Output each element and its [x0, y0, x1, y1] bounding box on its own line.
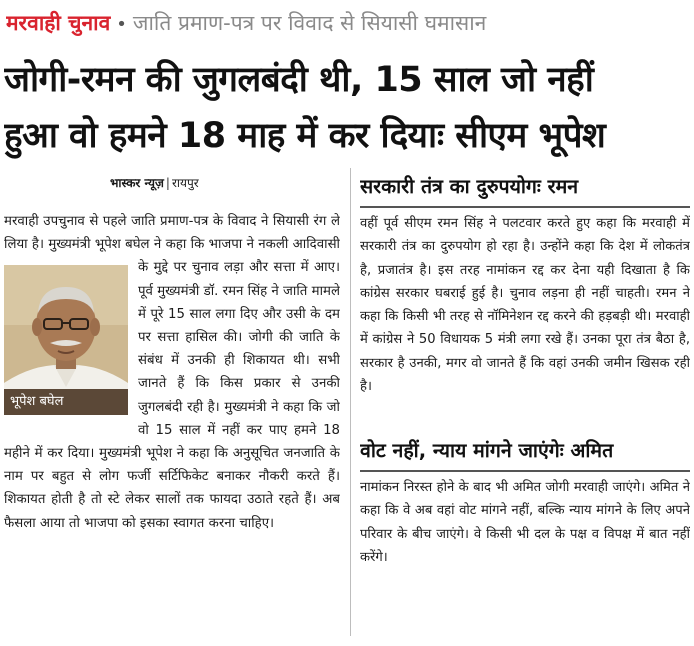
headline-line-1: जोगी-रमन की जुगलबंदी थी, 15 साल जो नहीं [4, 60, 594, 100]
byline-separator: | [165, 176, 170, 190]
kicker-label: मरवाही चुनाव [6, 11, 111, 35]
headline [4, 52, 690, 164]
byline-place: रायपुर [171, 176, 199, 190]
kicker-bullet: • [116, 14, 127, 35]
section-rule-amit [360, 470, 690, 472]
lead-paragraph-rest: चुनाव लड़ा और सत्ता में आए। पूर्व मुख्यमंत्री डॉ. रमन सिंह ने जाति मामले में पूरे 15 साल लगा दिए और उसी के दम पर सत्ता हासिल की। जोगी की जाति के संबंध में उनकी ही शिकायत थी। सभी जानते हैं कि किस प्रकार से उनकी जुगलबंदी रही है। मुख्यमंत्री ने कहा कि जो वो 15 साल में नहीं कर पाए हमने 18 महीने में कर दिया। मुख्यमंत्री भूपेश ने कहा कि अनुसूचित जनजाति के नाम पर बहुत से लोग फर्जी सर्टिफिकेट बनाकर नौकरी करते हैं। शिकायत होती है तो स्टे लेकर सालों तक फायदा उठाते रहते हैं। अब फैसला आया तो भाजपा को इसका स्वागत करना चाहिए। [4, 260, 340, 531]
portrait-photo [4, 265, 128, 415]
section-heading-amit: वोट नहीं, न्याय मांगने जाएंगेः अमित [360, 439, 614, 462]
section-heading-raman: सरकारी तंत्र का दुरुपयोगः रमन [360, 175, 579, 198]
section-rule-raman [360, 206, 690, 208]
lead-paragraph-start: मरवाही उपचुनाव से पहले जाति प्रमाण-पत्र के विवाद ने सियासी रंग ले लिया है। मुख्यमंत्री भूपेश बघेल ने कहा कि भाजपा ने नकली आदिवासी के मुद्दे पर [4, 214, 340, 276]
kicker-text: जाति प्रमाण-पत्र पर विवाद से सियासी घमासान [132, 11, 487, 35]
photo-caption: भूपेश बघेल [4, 389, 128, 415]
headline-line-2: हुआ वो हमने 18 माह में कर दियाः सीएम भूपेश [4, 116, 606, 156]
column-divider [350, 168, 351, 636]
byline-source: भास्कर न्यूज़ [110, 176, 164, 190]
kicker-line [6, 6, 690, 40]
section-body-amit: नामांकन निरस्त होने के बाद भी अमित जोगी मरवाही जाएंगे। अमित ने कहा कि वे अब वहां वोट मांगने नहीं, बल्कि न्याय मांगने के लिए अपने परिवार के बीच जाएंगे। वे किसी भी दल के पक्ष व विपक्ष में बात नहीं करेंगे। [360, 480, 690, 565]
section-body-raman: वहीं पूर्व सीएम रमन सिंह ने पलटवार करते हुए कहा कि मरवाही में सरकारी तंत्र का दुरुपयोग हो रहा है। उन्होंने कहा कि देश में लोकतंत्र है, प्रजातंत्र है। इस तरह नामांकन रद्द कर देना यही दिखाता है कि कांग्रेस सरकार घबराई हुई है। चुनाव लड़ना ही नहीं चाहती। रमन ने कहा कि किसी भी तरह से नॉमिनेशन रद्द करने की हड़बड़ी थी। मरवाही में कांग्रेस ने 50 विधायक 5 मंत्री लगा रखे हैं। उनका पूरा तंत्र बैठा है, सरकार है उनकी, मगर वो जानते हैं कि वहां उनकी जमीन खिसक रही है। [360, 216, 690, 395]
lead-article [4, 210, 340, 630]
byline [110, 174, 350, 192]
